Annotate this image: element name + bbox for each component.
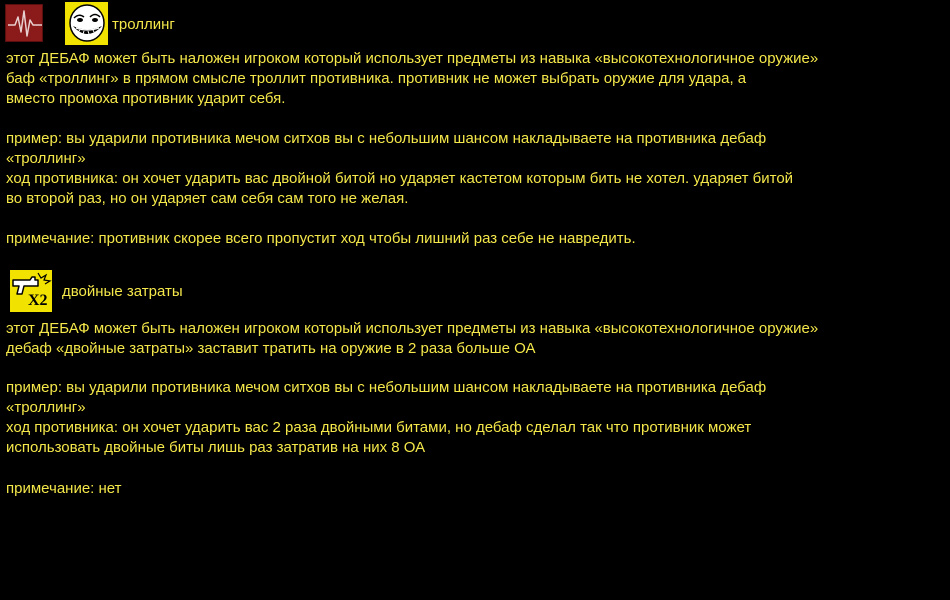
troll-face-icon: [65, 2, 108, 45]
trolling-line-3: вместо промоха противник ударит себя.: [6, 90, 286, 107]
trolling-note: примечание: противник скорее всего пропустит ход чтобы лишний раз себе не навредить.: [6, 230, 636, 247]
trolling-example-3: ход противника: он хочет ударить вас двойной битой но ударяет кастетом которым бить не хотел. ударяет битой: [6, 170, 794, 187]
double-cost-line-2: дебаф «двойные затраты» заставит тратить на оружие в 2 раза больше ОА: [6, 340, 536, 357]
trolling-line-2: баф «троллинг» в прямом смысле троллит противника. противник не может выбрать оружие для удара, а: [6, 70, 747, 87]
double-cost-example-3: ход противника: он хочет ударить вас 2 раза двойными битами, но дебаф сделал так что противник может: [6, 419, 752, 436]
pulse-icon: [5, 4, 43, 42]
double-cost-example-4: использовать двойные биты лишь раз затратив на них 8 ОА: [6, 439, 426, 456]
gun-x2-icon: [10, 270, 52, 312]
trolling-example-1: пример: вы ударили противника мечом ситхов вы с небольшим шансом накладываете на противника дебаф: [6, 130, 767, 147]
trolling-example-4: во второй раз, но он ударяет сам себя сам того не желая.: [6, 190, 409, 207]
double-cost-note: примечание: нет: [6, 480, 122, 497]
section-title-double-cost: двойные затраты: [62, 283, 183, 300]
trolling-line-1: этот ДЕБАФ может быть наложен игроком который использует предметы из навыка «высокотехнологичное оружие»: [6, 50, 819, 67]
double-cost-line-1: этот ДЕБАФ может быть наложен игроком который использует предметы из навыка «высокотехнологичное оружие»: [6, 320, 819, 337]
section-title-trolling: троллинг: [112, 16, 175, 33]
trolling-example-2: «троллинг»: [6, 150, 86, 167]
double-cost-example-1: пример: вы ударили противника мечом ситхов вы с небольшим шансом накладываете на противника дебаф: [6, 379, 767, 396]
gun-x2-label: X2: [28, 292, 48, 309]
double-cost-example-2: «троллинг»: [6, 399, 86, 416]
